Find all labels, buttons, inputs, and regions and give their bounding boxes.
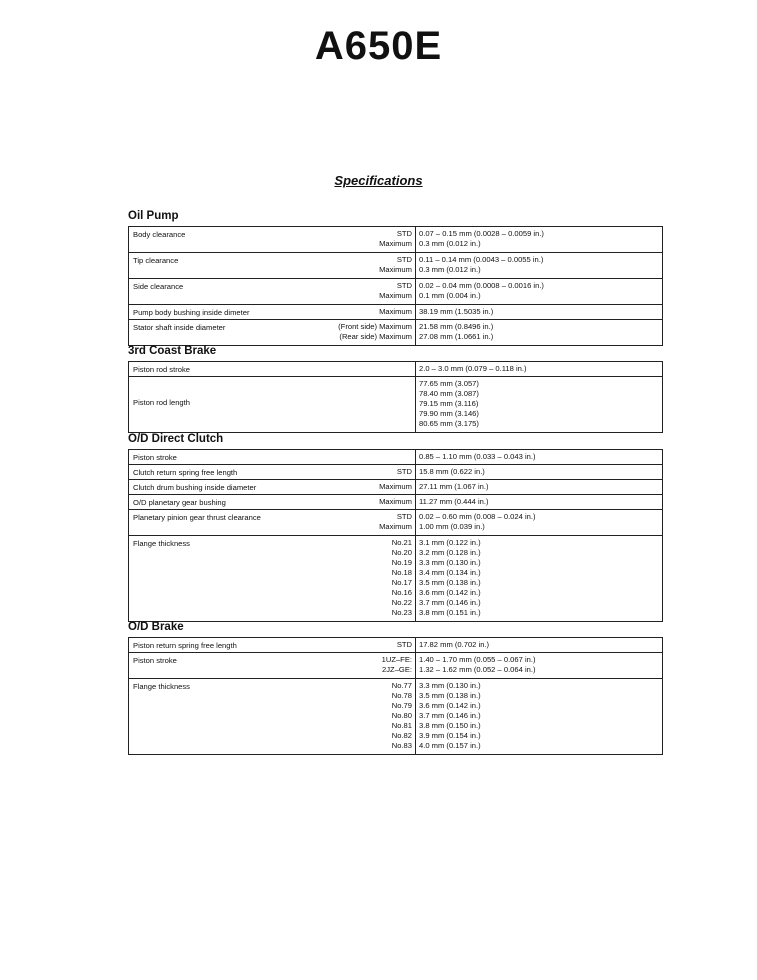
spec-row [129, 495, 663, 510]
spec-condition: No.78 [391, 691, 412, 700]
spec-value: 0.85 – 1.10 mm (0.033 – 0.043 in.) [419, 452, 536, 461]
spec-label: Side clearance [133, 282, 184, 291]
spec-value: 4.0 mm (0.157 in.) [419, 741, 481, 750]
spec-condition: No.81 [391, 721, 412, 730]
spec-label: Pump body bushing inside dimeter [133, 308, 250, 317]
spec-value: 3.3 mm (0.130 in.) [419, 681, 481, 690]
spec-value: 27.11 mm (1.067 in.) [419, 482, 489, 491]
spec-label: Flange thickness [133, 539, 190, 548]
spec-condition: No.16 [391, 588, 412, 597]
spec-condition: No.19 [391, 558, 412, 567]
spec-value: 3.7 mm (0.146 in.) [419, 711, 481, 720]
section-heading: O/D Brake [128, 621, 184, 633]
spec-row [129, 679, 663, 755]
spec-condition: STD [396, 512, 412, 521]
spec-condition: (Rear side) Maximum [339, 332, 412, 341]
spec-value: 3.8 mm (0.151 in.) [419, 608, 481, 617]
spec-value: 79.15 mm (3.116) [419, 399, 479, 408]
spec-label: O/D planetary gear bushing [133, 498, 226, 507]
spec-condition: STD [396, 281, 412, 290]
spec-row [129, 279, 663, 305]
spec-row [129, 377, 663, 433]
spec-value: 27.08 mm (1.0661 in.) [419, 332, 494, 341]
spec-table [128, 449, 663, 622]
spec-condition: Maximum [379, 522, 412, 531]
spec-value: 0.11 – 0.14 mm (0.0043 – 0.0055 in.) [419, 255, 544, 264]
page-title: A650E [314, 24, 443, 68]
spec-condition: No.77 [391, 681, 412, 690]
spec-row [129, 362, 663, 377]
spec-table [128, 637, 663, 755]
spec-value: 1.00 mm (0.039 in.) [419, 522, 485, 531]
spec-condition: No.21 [391, 538, 412, 547]
spec-row [129, 536, 663, 622]
spec-value: 0.1 mm (0.004 in.) [419, 291, 481, 300]
spec-value: 15.8 mm (0.622 in.) [419, 467, 485, 476]
spec-condition: No.23 [391, 608, 412, 617]
spec-label: Body clearance [133, 230, 186, 239]
spec-value: 38.19 mm (1.5035 in.) [419, 307, 494, 316]
spec-value: 3.5 mm (0.138 in.) [419, 578, 481, 587]
spec-row [129, 480, 663, 495]
spec-row [129, 320, 663, 346]
spec-section [128, 344, 660, 433]
spec-condition: Maximum [379, 265, 412, 274]
spec-value: 0.02 – 0.04 mm (0.0008 – 0.0016 in.) [419, 281, 544, 290]
spec-row [129, 253, 663, 279]
spec-value: 3.6 mm (0.142 in.) [419, 701, 481, 710]
spec-value: 2.0 – 3.0 mm (0.079 – 0.118 in.) [419, 364, 527, 373]
spec-label: Clutch return spring free length [133, 468, 238, 477]
section-heading: 3rd Coast Brake [128, 345, 217, 357]
spec-condition: Maximum [379, 482, 412, 491]
spec-value: 0.07 – 0.15 mm (0.0028 – 0.0059 in.) [419, 229, 544, 238]
spec-label: Tip clearance [133, 256, 179, 265]
spec-condition: STD [396, 640, 412, 649]
spec-label: Piston stroke [133, 453, 177, 462]
spec-label: Clutch drum bushing inside diameter [133, 483, 257, 492]
spec-condition: No.80 [391, 711, 412, 720]
spec-section [128, 209, 660, 346]
spec-condition: STD [396, 467, 412, 476]
spec-value: 0.3 mm (0.012 in.) [419, 239, 481, 248]
spec-row [129, 465, 663, 480]
spec-condition: 2JZ–GE: [382, 665, 412, 674]
spec-condition: No.17 [391, 578, 412, 587]
section-heading: O/D Direct Clutch [128, 433, 224, 445]
spec-value: 3.5 mm (0.138 in.) [419, 691, 481, 700]
spec-label: Piston rod length [133, 398, 190, 407]
spec-condition: No.82 [391, 731, 412, 740]
spec-value: 77.65 mm (3.057) [419, 379, 479, 388]
spec-label: Planetary pinion gear thrust clearance [133, 513, 261, 522]
spec-value: 3.2 mm (0.128 in.) [419, 548, 481, 557]
spec-value: 1.32 – 1.62 mm (0.052 – 0.064 in.) [419, 665, 536, 674]
spec-condition: STD [396, 229, 412, 238]
spec-condition: No.83 [391, 741, 412, 750]
spec-condition: Maximum [379, 497, 412, 506]
spec-value: 78.40 mm (3.087) [419, 389, 479, 398]
spec-value: 79.90 mm (3.146) [419, 409, 479, 418]
spec-table [128, 361, 663, 433]
spec-value: 17.82 mm (0.702 in.) [419, 640, 490, 649]
section-heading: Oil Pump [128, 210, 179, 222]
spec-condition: (Front side) Maximum [338, 322, 412, 331]
spec-row [129, 638, 663, 653]
spec-condition: STD [396, 255, 412, 264]
spec-condition: Maximum [379, 239, 412, 248]
spec-condition: Maximum [379, 291, 412, 300]
spec-value: 3.8 mm (0.150 in.) [419, 721, 481, 730]
spec-condition: Maximum [379, 307, 412, 316]
spec-label: Flange thickness [133, 682, 190, 691]
spec-row [129, 510, 663, 536]
spec-row [129, 227, 663, 253]
spec-row [129, 653, 663, 679]
spec-condition: No.79 [391, 701, 412, 710]
spec-value: 3.9 mm (0.154 in.) [419, 731, 481, 740]
spec-value: 3.1 mm (0.122 in.) [419, 538, 481, 547]
spec-condition: No.18 [391, 568, 412, 577]
spec-condition: No.22 [391, 598, 412, 607]
spec-value: 3.3 mm (0.130 in.) [419, 558, 481, 567]
spec-condition: 1UZ–FE: [381, 655, 412, 664]
spec-value: 0.02 – 0.60 mm (0.008 – 0.024 in.) [419, 512, 536, 521]
spec-row [129, 450, 663, 465]
spec-section [128, 620, 660, 755]
spec-condition: No.20 [391, 548, 412, 557]
spec-value: 1.40 – 1.70 mm (0.055 – 0.067 in.) [419, 655, 536, 664]
spec-label: Piston stroke [133, 656, 177, 665]
spec-label: Piston return spring free length [133, 641, 237, 650]
spec-label: Piston rod stroke [133, 365, 190, 374]
spec-value: 3.7 mm (0.146 in.) [419, 598, 481, 607]
spec-table [128, 226, 663, 346]
spec-label: Stator shaft inside diameter [133, 323, 226, 332]
spec-value: 3.6 mm (0.142 in.) [419, 588, 481, 597]
spec-value: 80.65 mm (3.175) [419, 419, 479, 428]
spec-row [129, 305, 663, 320]
spec-value: 21.58 mm (0.8496 in.) [419, 322, 494, 331]
spec-value: 11.27 mm (0.444 in.) [419, 497, 489, 506]
spec-value: 0.3 mm (0.012 in.) [419, 265, 481, 274]
spec-section [128, 432, 660, 622]
spec-value: 3.4 mm (0.134 in.) [419, 568, 481, 577]
specifications-subtitle: Specifications [334, 173, 423, 188]
